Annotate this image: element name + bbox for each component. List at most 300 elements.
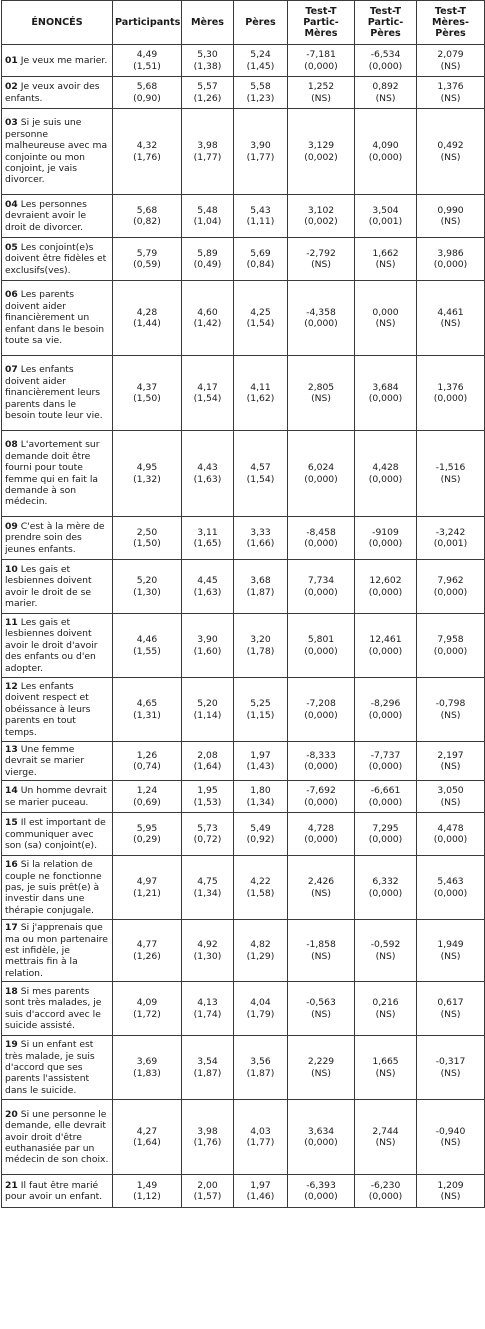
ttest-mothers-fathers-cell: [417, 109, 485, 195]
mean-value: 4,25: [250, 306, 271, 318]
participants-cell: [113, 238, 182, 281]
ttest-partic-mothers-cell: [288, 45, 355, 77]
statement-cell: [2, 813, 113, 856]
participants-cell: [113, 813, 182, 856]
t-value: 1,376: [437, 381, 464, 393]
mothers-cell: [182, 238, 234, 281]
p-value: (0,000): [304, 60, 338, 72]
ttest-mothers-fathers-cell: [417, 813, 485, 856]
mean-value: 4,37: [136, 381, 158, 393]
t-value: 12,602: [369, 575, 402, 587]
ttest-partic-fathers-cell: [355, 982, 417, 1036]
std-dev-value: (0,59): [133, 259, 161, 270]
p-value: (NS): [440, 1067, 461, 1079]
mean-value: 4,65: [136, 698, 158, 710]
t-value: 1,665: [372, 1056, 399, 1068]
p-value: (0,000): [304, 761, 338, 773]
t-value: -0,563: [306, 997, 336, 1009]
statement-text: Les conjoint(e)s doivent être fidèles et exclusifs(ves).: [5, 241, 107, 276]
p-value: (0,000): [304, 318, 338, 329]
t-value: -6,230: [370, 1179, 401, 1191]
participants-cell: [113, 45, 182, 77]
mean-value: 4,32: [136, 140, 158, 152]
fathers-cell: [234, 856, 288, 920]
std-dev-value: (1,42): [193, 318, 222, 329]
fathers-cell: [234, 742, 288, 781]
t-value: -7,692: [306, 785, 336, 797]
ttest-partic-fathers-cell: [355, 517, 417, 560]
p-value: (NS): [375, 1008, 396, 1020]
t-value: 2,229: [307, 1056, 335, 1068]
mean-value: 4,82: [250, 939, 271, 951]
ttest-mothers-fathers-cell: [417, 281, 485, 356]
std-dev-value: (1,54): [246, 473, 275, 485]
fathers-cell: [234, 517, 288, 560]
t-value: 3,102: [307, 204, 335, 216]
participants-cell: [113, 560, 182, 614]
ttest-mothers-fathers-cell: [417, 982, 485, 1036]
std-dev-value: (1,43): [246, 761, 275, 773]
mean-value: 4,49: [136, 49, 158, 61]
ttest-mothers-fathers-cell: [417, 856, 485, 920]
ttest-partic-mothers-cell: [288, 813, 355, 856]
ttest-partic-mothers-cell: [288, 856, 355, 920]
mean-value: 4,13: [197, 997, 218, 1009]
std-dev-value: (1,58): [246, 887, 275, 899]
p-value: (0,000): [433, 259, 468, 270]
table-row: [2, 1100, 485, 1175]
t-value: 12,461: [369, 634, 402, 646]
ttest-partic-mothers-cell: [288, 781, 355, 813]
std-dev-value: (1,77): [246, 1137, 275, 1149]
fathers-cell: [234, 356, 288, 431]
mean-value: 5,95: [136, 822, 158, 834]
header-row: [2, 1, 485, 45]
p-value: (0,000): [368, 586, 403, 598]
fathers-cell: [234, 920, 288, 982]
std-dev-value: (1,76): [193, 1137, 222, 1149]
ttest-partic-mothers-cell: [288, 560, 355, 614]
statement-cell: [2, 431, 113, 517]
p-value: (NS): [311, 393, 331, 404]
table-row: [2, 781, 485, 813]
std-dev-value: (1,54): [193, 393, 222, 404]
p-value: (0,000): [433, 834, 468, 846]
p-value: (0,001): [368, 216, 403, 227]
ttest-mothers-fathers-cell: [417, 517, 485, 560]
statement-number: 14: [5, 785, 18, 797]
t-value: -2,792: [306, 247, 336, 259]
std-dev-value: (1,54): [246, 318, 275, 329]
mothers-cell: [182, 614, 234, 678]
statement-number: 04: [5, 198, 18, 210]
statement-number: 11: [5, 616, 18, 628]
statement-cell: [2, 517, 113, 560]
mothers-cell: [182, 1100, 234, 1175]
ttest-mothers-fathers-cell: [417, 742, 485, 781]
mean-value: 3,54: [197, 1056, 218, 1068]
std-dev-value: (1,50): [133, 538, 161, 549]
statement-cell: [2, 1036, 113, 1100]
ttest-mothers-fathers-cell: [417, 781, 485, 813]
table-row: [2, 742, 485, 781]
std-dev-value: (0,69): [133, 796, 161, 808]
std-dev-value: (1,23): [246, 92, 275, 104]
mean-value: 4,22: [250, 876, 271, 888]
p-value: (NS): [375, 1067, 396, 1079]
table-row: [2, 560, 485, 614]
t-value: 0,000: [372, 306, 399, 318]
ttest-partic-mothers-cell: [288, 1100, 355, 1175]
statement-number: 09: [5, 520, 18, 532]
std-dev-value: (1,04): [193, 216, 222, 227]
table-body: [2, 45, 485, 1208]
participants-cell: [113, 742, 182, 781]
t-value: -9109: [372, 526, 399, 538]
statements-table: [1, 0, 485, 1208]
std-dev-value: (1,31): [133, 709, 161, 721]
statement-number: 12: [5, 680, 18, 692]
mean-value: 5,20: [197, 698, 218, 710]
header-ttest-partic-fathers: Test-T Partic-Pères: [355, 1, 417, 45]
ttest-partic-fathers-cell: [355, 678, 417, 742]
statement-number: 02: [5, 81, 18, 93]
std-dev-value: (1,64): [193, 761, 222, 773]
table-row: [2, 109, 485, 195]
header-mothers: Mères: [182, 1, 234, 45]
mean-value: 3,90: [250, 140, 271, 152]
ttest-partic-mothers-cell: [288, 982, 355, 1036]
std-dev-value: (1,21): [133, 887, 161, 899]
t-value: -7,737: [370, 749, 401, 761]
std-dev-value: (1,32): [133, 473, 161, 485]
mothers-cell: [182, 77, 234, 109]
t-value: -8,333: [306, 749, 336, 761]
participants-cell: [113, 856, 182, 920]
p-value: (NS): [440, 950, 461, 962]
mothers-cell: [182, 1036, 234, 1100]
t-value: -7,181: [306, 49, 336, 61]
mean-value: 5,20: [136, 575, 158, 587]
participants-cell: [113, 1036, 182, 1100]
mean-value: 4,11: [250, 381, 271, 393]
ttest-partic-fathers-cell: [355, 431, 417, 517]
mean-value: 3,33: [250, 526, 271, 538]
fathers-cell: [234, 431, 288, 517]
statement-number: 19: [5, 1039, 18, 1051]
p-value: (NS): [311, 887, 331, 899]
t-value: -1,516: [435, 462, 466, 474]
table-row: [2, 356, 485, 431]
header-participants: Participants: [113, 1, 182, 45]
mean-value: 4,60: [197, 306, 218, 318]
mothers-cell: [182, 560, 234, 614]
fathers-cell: [234, 781, 288, 813]
std-dev-value: (1,29): [246, 950, 275, 962]
mean-value: 5,43: [250, 204, 271, 216]
mean-value: 4,57: [250, 462, 271, 474]
mean-value: 5,69: [250, 247, 271, 259]
t-value: 3,684: [372, 381, 399, 393]
fathers-cell: [234, 45, 288, 77]
mean-value: 4,28: [136, 306, 158, 318]
statement-text: Je veux avoir des enfants.: [5, 81, 100, 104]
std-dev-value: (1,87): [193, 1067, 222, 1079]
p-value: (NS): [375, 950, 396, 962]
statement-cell: [2, 45, 113, 77]
mean-value: 3,56: [250, 1056, 271, 1068]
ttest-partic-mothers-cell: [288, 1036, 355, 1100]
t-value: 2,197: [437, 749, 464, 761]
statement-cell: [2, 614, 113, 678]
statement-cell: [2, 920, 113, 982]
participants-cell: [113, 77, 182, 109]
statement-text: Si un enfant est très malade, je suis d'accord que ses parents l'assistent dans le suicide.: [5, 1039, 95, 1096]
table-row: [2, 920, 485, 982]
ttest-partic-fathers-cell: [355, 742, 417, 781]
ttest-mothers-fathers-cell: [417, 1100, 485, 1175]
t-value: 7,734: [307, 575, 335, 587]
std-dev-value: (1,78): [246, 645, 275, 657]
p-value: (0,000): [304, 834, 338, 846]
participants-cell: [113, 195, 182, 238]
t-value: 5,463: [437, 876, 464, 888]
t-value: 4,478: [437, 822, 464, 834]
mothers-cell: [182, 517, 234, 560]
std-dev-value: (1,87): [246, 586, 275, 598]
t-value: 0,617: [437, 997, 464, 1009]
mean-value: 1,80: [250, 785, 271, 797]
mean-value: 1,49: [136, 1179, 158, 1191]
ttest-mothers-fathers-cell: [417, 920, 485, 982]
table-row: [2, 1036, 485, 1100]
fathers-cell: [234, 195, 288, 238]
statement-text: Il faut être marié pour avoir un enfant.: [5, 1179, 103, 1203]
p-value: (0,002): [304, 216, 338, 227]
statement-text: Les parents doivent aider financièrement un enfant dans le besoin toute sa vie.: [5, 289, 105, 347]
statement-text: Si une personne le demande, elle devrait avoir droit d'être euthanasiée par un médecin de son choix.: [5, 1108, 109, 1166]
mothers-cell: [182, 1175, 234, 1208]
std-dev-value: (1,64): [133, 1137, 161, 1149]
participants-cell: [113, 920, 182, 982]
p-value: (0,000): [304, 538, 338, 549]
mothers-cell: [182, 920, 234, 982]
p-value: (NS): [440, 1191, 461, 1203]
participants-cell: [113, 1100, 182, 1175]
header-ttest-mothers-fathers: Test-T Mères-Pères: [417, 1, 485, 45]
mean-value: 3,90: [197, 634, 218, 646]
t-value: 0,492: [437, 140, 464, 152]
t-value: 1,376: [437, 81, 464, 93]
ttest-partic-fathers-cell: [355, 1175, 417, 1208]
std-dev-value: (1,77): [246, 151, 275, 163]
p-value: (0,000): [304, 796, 338, 808]
std-dev-value: (1,60): [193, 645, 222, 657]
p-value: (0,000): [433, 887, 468, 899]
std-dev-value: (1,46): [246, 1191, 275, 1203]
std-dev-value: (0,92): [246, 834, 275, 846]
ttest-partic-mothers-cell: [288, 356, 355, 431]
p-value: (NS): [311, 1008, 331, 1020]
std-dev-value: (0,49): [193, 259, 222, 270]
std-dev-value: (1,26): [193, 92, 222, 104]
statement-number: 07: [5, 364, 18, 376]
p-value: (0,001): [433, 538, 468, 549]
p-value: (NS): [440, 473, 461, 485]
t-value: 1,209: [437, 1179, 464, 1191]
mothers-cell: [182, 356, 234, 431]
std-dev-value: (1,74): [193, 1008, 222, 1020]
mean-value: 5,68: [136, 204, 158, 216]
statement-cell: [2, 195, 113, 238]
ttest-partic-fathers-cell: [355, 238, 417, 281]
t-value: 3,504: [372, 204, 399, 216]
table-row: [2, 856, 485, 920]
statement-number: 06: [5, 289, 18, 301]
std-dev-value: (1,30): [133, 586, 161, 598]
ttest-mothers-fathers-cell: [417, 678, 485, 742]
ttest-mothers-fathers-cell: [417, 560, 485, 614]
ttest-mothers-fathers-cell: [417, 614, 485, 678]
p-value: (0,000): [368, 887, 403, 899]
t-value: -4,358: [306, 306, 336, 318]
std-dev-value: (0,84): [246, 259, 275, 270]
p-value: (0,000): [368, 645, 403, 657]
mean-value: 4,27: [136, 1125, 158, 1137]
fathers-cell: [234, 678, 288, 742]
mean-value: 1,26: [136, 749, 158, 761]
mothers-cell: [182, 781, 234, 813]
mean-value: 3,68: [250, 575, 271, 587]
participants-cell: [113, 614, 182, 678]
std-dev-value: (1,65): [193, 538, 222, 549]
ttest-mothers-fathers-cell: [417, 1175, 485, 1208]
table-row: [2, 813, 485, 856]
t-value: 0,892: [372, 81, 399, 93]
mean-value: 3,98: [197, 1125, 218, 1137]
mean-value: 3,11: [197, 526, 218, 538]
t-value: -8,296: [370, 698, 401, 710]
mean-value: 1,97: [250, 749, 271, 761]
mean-value: 2,00: [197, 1179, 218, 1191]
mean-value: 1,97: [250, 1179, 271, 1191]
mean-value: 4,92: [197, 939, 218, 951]
statement-number: 08: [5, 439, 18, 451]
mean-value: 5,73: [197, 822, 218, 834]
statement-cell: [2, 1175, 113, 1208]
t-value: 2,079: [437, 49, 464, 61]
ttest-partic-fathers-cell: [355, 1036, 417, 1100]
statement-number: 16: [5, 859, 18, 871]
t-value: 3,050: [437, 785, 464, 797]
ttest-mothers-fathers-cell: [417, 431, 485, 517]
std-dev-value: (1,57): [193, 1191, 222, 1203]
t-value: 5,801: [307, 634, 335, 646]
ttest-partic-mothers-cell: [288, 614, 355, 678]
statement-cell: [2, 982, 113, 1036]
std-dev-value: (0,29): [133, 834, 161, 846]
table-row: [2, 77, 485, 109]
mean-value: 5,25: [250, 698, 271, 710]
t-value: 4,428: [372, 462, 399, 474]
table-row: [2, 45, 485, 77]
mothers-cell: [182, 281, 234, 356]
ttest-mothers-fathers-cell: [417, 356, 485, 431]
t-value: -3,242: [435, 526, 466, 538]
p-value: (NS): [375, 318, 396, 329]
std-dev-value: (1,72): [133, 1008, 161, 1020]
std-dev-value: (1,76): [133, 151, 161, 163]
statement-cell: [2, 1100, 113, 1175]
std-dev-value: (1,15): [246, 709, 275, 721]
ttest-partic-fathers-cell: [355, 77, 417, 109]
ttest-partic-mothers-cell: [288, 195, 355, 238]
t-value: 7,958: [437, 634, 464, 646]
p-value: (NS): [311, 259, 331, 270]
std-dev-value: (1,63): [193, 473, 222, 485]
mothers-cell: [182, 45, 234, 77]
t-value: 1,949: [437, 939, 464, 951]
t-value: 7,295: [372, 822, 399, 834]
table-row: [2, 281, 485, 356]
statement-cell: [2, 560, 113, 614]
fathers-cell: [234, 1100, 288, 1175]
p-value: (0,000): [304, 1137, 338, 1149]
ttest-partic-fathers-cell: [355, 281, 417, 356]
mothers-cell: [182, 742, 234, 781]
mean-value: 5,48: [197, 204, 218, 216]
std-dev-value: (1,50): [133, 393, 161, 404]
statement-number: 13: [5, 744, 18, 755]
t-value: -0,940: [435, 1125, 466, 1137]
t-value: -0,798: [435, 698, 466, 710]
table-row: [2, 238, 485, 281]
ttest-partic-fathers-cell: [355, 920, 417, 982]
p-value: (NS): [440, 761, 461, 773]
mean-value: 2,50: [136, 526, 158, 538]
ttest-partic-fathers-cell: [355, 356, 417, 431]
std-dev-value: (0,82): [133, 216, 161, 227]
mean-value: 5,89: [197, 247, 218, 259]
statement-text: Je veux me marier.: [20, 54, 108, 66]
t-value: 1,662: [372, 247, 399, 259]
statement-text: Si la relation de couple ne fonctionne pas, je suis prêt(e) à investir dans une thérapie conjugale.: [5, 859, 102, 916]
std-dev-value: (0,74): [133, 761, 161, 773]
p-value: (0,000): [368, 834, 403, 846]
std-dev-value: (1,53): [193, 796, 222, 808]
statement-text: Les gais et lesbiennes doivent avoir le droit de se marier.: [5, 563, 92, 609]
t-value: 7,962: [437, 575, 464, 587]
fathers-cell: [234, 982, 288, 1036]
statement-cell: [2, 781, 113, 813]
statement-cell: [2, 356, 113, 431]
t-value: -0,592: [370, 939, 401, 951]
p-value: (NS): [440, 92, 461, 104]
mothers-cell: [182, 982, 234, 1036]
ttest-partic-mothers-cell: [288, 109, 355, 195]
ttest-partic-fathers-cell: [355, 813, 417, 856]
mean-value: 4,77: [136, 939, 158, 951]
t-value: -7,208: [306, 698, 336, 710]
table-row: [2, 1175, 485, 1208]
mean-value: 4,75: [197, 876, 218, 888]
ttest-partic-mothers-cell: [288, 281, 355, 356]
ttest-partic-fathers-cell: [355, 856, 417, 920]
statement-text: Il est important de communiquer avec son (sa) conjoint(e).: [5, 817, 106, 851]
ttest-mothers-fathers-cell: [417, 1036, 485, 1100]
ttest-partic-fathers-cell: [355, 109, 417, 195]
p-value: (0,000): [433, 393, 468, 404]
